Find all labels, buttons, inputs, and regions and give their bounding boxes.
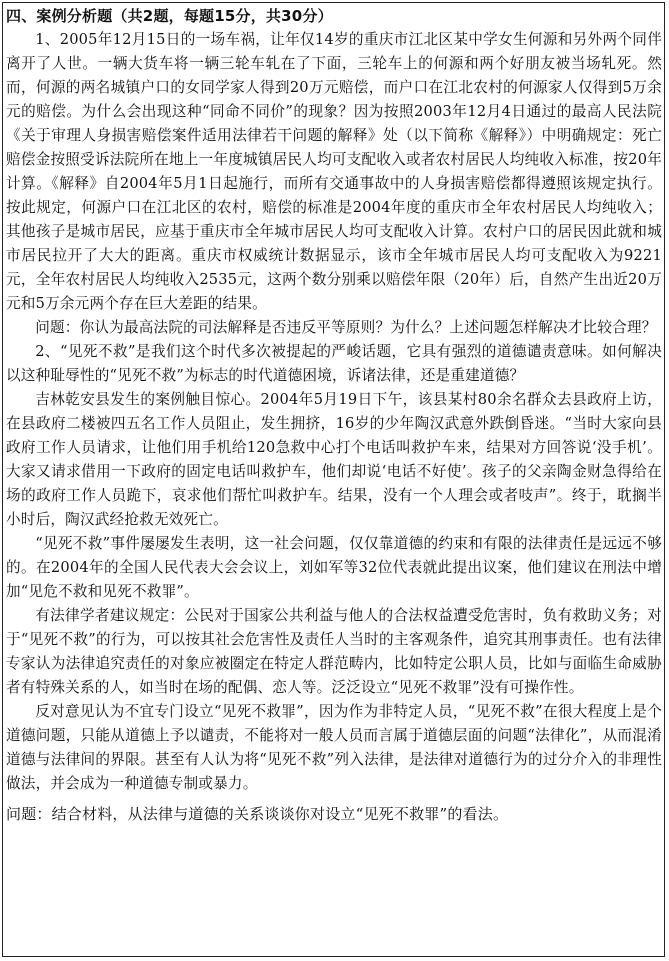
section-heading: 四、案例分析题（共2题，每题15分，共30分） xyxy=(6,7,333,25)
case2-story: 吉林乾安县发生的案例触目惊心。2004年5月19日下午，该县某村80余名群众去县政府上访，在县政府二楼被四五名工作人员阻止，发生拥挤，16岁的少年陶汉武意外跌倒昏迷。“当时大家向县政府工作人员请求，让他们用手机给120急救中心打个电话叫救护车来，结果对方回答说‘没手机’。大家又请求借用一下政府的固定电话叫救护车，他们却说‘电话不好使’。孩子的父亲陶金财急得给在场的政府工作人员跪下，哀求他们帮忙叫救护车。结果，没有一个人理会或者吱声”。终于，耽搁半小时后，陶汉武经抢救无效死亡。 xyxy=(6,391,662,528)
document-page xyxy=(6,4,662,826)
case2-problem: “见死不救”事件屡屡发生表明，这一社会问题，仅仅靠道德的约束和有限的法律责任是远远不够的。在2004年的全国人民代表大会会议上，刘如军等32位代表就此提出议案，他们建议在刑法中增加“见危不救和见死不救罪”。 xyxy=(6,535,662,600)
case2-experts: 有法律学者建议规定：公民对于国家公共利益与他人的合法权益遭受危害时，负有救助义务；对于“见死不救”的行为，可以按其社会危害性及责任人当时的主客观条件，追究其刑事责任。也有法律专家认为法律追究责任的对象应被圈定在特定人群范畴内，比如特定公职人员，比如与面临生命威胁者有特殊关系的人，如当时在场的配偶、恋人等。泛泛设立“见死不救罪”没有可操作性。 xyxy=(6,607,662,696)
case2-question: 问题：结合材料，从法律与道德的关系谈谈你对设立“见死不救罪”的看法。 xyxy=(6,805,509,823)
case1-paragraph: 1、2005年12月15日的一场车祸，让年仅14岁的重庆市江北区某中学女生何源和另外两个同伴离开了人世。一辆大货车将一辆三轮车轧在了下面，三轮车上的何源和两个好朋友被当场轧死。然而，何源的两名城镇户口的女同学家人得到20万元赔偿，而户口在江北农村的何源家人仅得到5万余元的赔偿。为什么会出现这种“同命不同价”的现象？因为按照2003年12月4日通过的最高人民法院《关于审理人身损害赔偿案件适用法律若干问题的解释》处（以下简称《解释》）中明确规定：死亡赔偿金按照受诉法院所在地上一年度城镇居民人均可支配收入或者农村居民人均纯收入标准，按20年计算。《解释》自2004年5月1日起施行，而所有交通事故中的人身损害赔偿都得遵照该规定执行。按此规定，何源户口在江北区的农村，赔偿的标准是2004年度的重庆市全年农村居民人均纯收入；其他孩子是城市居民，应基于重庆市全年城市居民人均可支配收入计算。农村户口的居民因此就和城市居民拉开了大大的距离。重庆市权威统计数据显示，该市全年城市居民人均可支配收入为9221元，全年农村居民人均纯收入2535元，这两个数分别乘以赔偿年限（20年）后，自然产生出近20万元和5万余元两个存在巨大差距的结果。 xyxy=(6,31,662,312)
case2-intro: 2、“见死不救”是我们这个时代多次被提起的严峻话题，它具有强烈的道德谴责意味。如何解决以这种耻辱性的“见死不救”为标志的时代道德困境，诉诸法律，还是重建道德？ xyxy=(6,343,662,384)
case1-question: 问题：你认为最高法院的司法解释是否违反平等原则？为什么？上述问题怎样解决才比较合理？ xyxy=(35,319,657,336)
case2-opposition: 反对意见认为不宜专门设立“见死不救罪”，因为作为非特定人员，“见死不救”在很大程度上是个道德问题，只能从道德上予以谴责，不能将对一般人员而言属于道德层面的问题“法律化”，从而混淆道德与法律间的界限。甚至有人认为将“见死不救”列入法律，是法律对道德行为的过分介入的非理性做法，并会成为一种道德专制或暴力。 xyxy=(6,703,662,792)
